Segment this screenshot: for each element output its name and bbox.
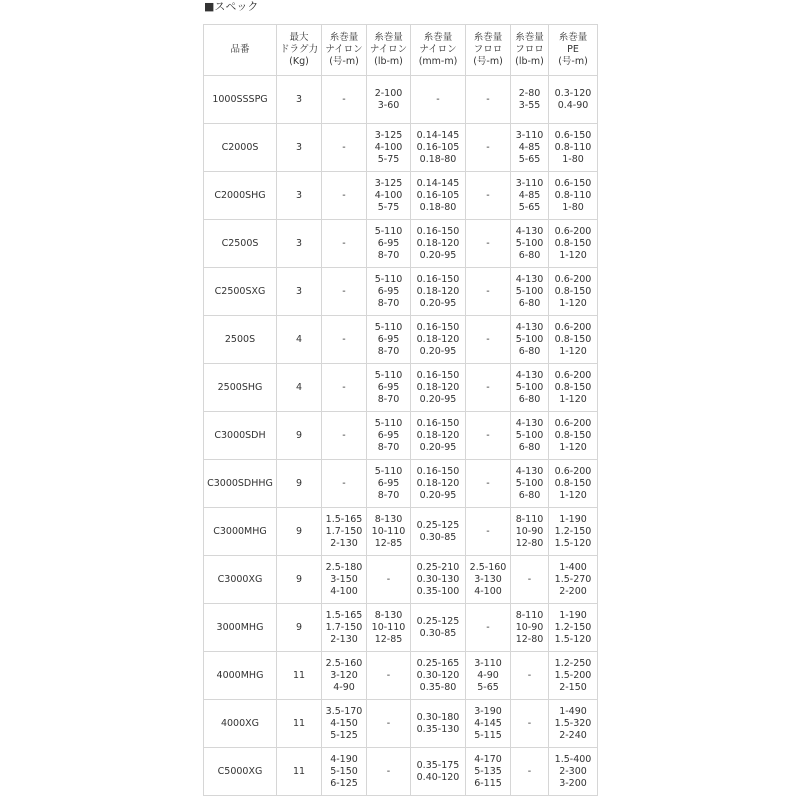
cell-nylon-lb: 5-110 6-95 8-70 xyxy=(367,316,411,364)
cell-fluoro-go: - xyxy=(466,412,511,460)
cell-nylon-lb: 2-100 3-60 xyxy=(367,76,411,124)
cell-nylon-mm: 0.25-125 0.30-85 xyxy=(411,508,466,556)
cell-nylon-go: - xyxy=(322,268,367,316)
cell-fluoro-lb: 4-130 5-100 6-80 xyxy=(511,364,549,412)
cell-nylon-go: 4-190 5-150 6-125 xyxy=(322,748,367,796)
table-row xyxy=(204,220,598,268)
cell-model: C3000SDH xyxy=(204,412,277,460)
cell-pe-go: 1.2-250 1.5-200 2-150 xyxy=(549,652,598,700)
cell-nylon-go: 1.5-165 1.7-150 2-130 xyxy=(322,604,367,652)
cell-model: 1000SSSPG xyxy=(204,76,277,124)
table-row xyxy=(204,124,598,172)
cell-max-drag: 11 xyxy=(277,700,322,748)
cell-max-drag: 3 xyxy=(277,172,322,220)
cell-model: C2500S xyxy=(204,220,277,268)
cell-model: C3000MHG xyxy=(204,508,277,556)
cell-max-drag: 9 xyxy=(277,412,322,460)
cell-fluoro-lb: 8-110 10-90 12-80 xyxy=(511,604,549,652)
cell-fluoro-lb: 4-130 5-100 6-80 xyxy=(511,412,549,460)
table-row xyxy=(204,460,598,508)
cell-nylon-go: - xyxy=(322,316,367,364)
cell-nylon-lb: - xyxy=(367,652,411,700)
table-row xyxy=(204,604,598,652)
cell-model: 2500SHG xyxy=(204,364,277,412)
table-row xyxy=(204,700,598,748)
cell-nylon-lb: 5-110 6-95 8-70 xyxy=(367,268,411,316)
cell-model: 2500S xyxy=(204,316,277,364)
cell-pe-go: 0.6-150 0.8-110 1-80 xyxy=(549,124,598,172)
cell-max-drag: 4 xyxy=(277,364,322,412)
cell-model: C2000SHG xyxy=(204,172,277,220)
cell-pe-go: 0.6-200 0.8-150 1-120 xyxy=(549,364,598,412)
cell-nylon-mm: 0.16-150 0.18-120 0.20-95 xyxy=(411,220,466,268)
table-row xyxy=(204,556,598,604)
cell-pe-go: 0.3-120 0.4-90 xyxy=(549,76,598,124)
header-model: 品番 xyxy=(204,25,277,76)
cell-nylon-lb: - xyxy=(367,700,411,748)
cell-nylon-lb: 5-110 6-95 8-70 xyxy=(367,412,411,460)
cell-fluoro-go: - xyxy=(466,268,511,316)
cell-fluoro-go: - xyxy=(466,364,511,412)
header-max-drag: 最大 ドラグ力 (Kg) xyxy=(277,25,322,76)
cell-pe-go: 1-190 1.2-150 1.5-120 xyxy=(549,604,598,652)
cell-fluoro-lb: - xyxy=(511,748,549,796)
spec-table-body xyxy=(204,76,598,796)
cell-max-drag: 3 xyxy=(277,268,322,316)
header-pe-go: 糸巻量 PE (号-m) xyxy=(549,25,598,76)
cell-nylon-mm: 0.25-165 0.30-120 0.35-80 xyxy=(411,652,466,700)
cell-nylon-go: - xyxy=(322,412,367,460)
table-row xyxy=(204,748,598,796)
cell-fluoro-lb: 4-130 5-100 6-80 xyxy=(511,316,549,364)
cell-nylon-lb: 3-125 4-100 5-75 xyxy=(367,124,411,172)
cell-nylon-lb: - xyxy=(367,748,411,796)
cell-fluoro-lb: 4-130 5-100 6-80 xyxy=(511,220,549,268)
cell-fluoro-go: - xyxy=(466,508,511,556)
cell-pe-go: 0.6-200 0.8-150 1-120 xyxy=(549,412,598,460)
header-fluoro-lb: 糸巻量 フロロ (lb-m) xyxy=(511,25,549,76)
cell-nylon-go: 1.5-165 1.7-150 2-130 xyxy=(322,508,367,556)
cell-fluoro-lb: - xyxy=(511,700,549,748)
cell-nylon-go: - xyxy=(322,124,367,172)
cell-fluoro-lb: - xyxy=(511,556,549,604)
cell-nylon-go: - xyxy=(322,460,367,508)
table-row xyxy=(204,268,598,316)
cell-model: C5000XG xyxy=(204,748,277,796)
header-nylon-mm: 糸巻量 ナイロン (mm-m) xyxy=(411,25,466,76)
header-nylon-go: 糸巻量 ナイロン (号-m) xyxy=(322,25,367,76)
cell-max-drag: 4 xyxy=(277,316,322,364)
table-row xyxy=(204,364,598,412)
cell-fluoro-lb: 2-80 3-55 xyxy=(511,76,549,124)
cell-nylon-mm: 0.14-145 0.16-105 0.18-80 xyxy=(411,172,466,220)
cell-model: C3000SDHHG xyxy=(204,460,277,508)
cell-model: C2500SXG xyxy=(204,268,277,316)
cell-max-drag: 11 xyxy=(277,748,322,796)
cell-nylon-go: 3.5-170 4-150 5-125 xyxy=(322,700,367,748)
cell-nylon-lb: 8-130 10-110 12-85 xyxy=(367,508,411,556)
cell-fluoro-go: - xyxy=(466,316,511,364)
header-fluoro-go: 糸巻量 フロロ (号-m) xyxy=(466,25,511,76)
cell-nylon-mm: 0.35-175 0.40-120 xyxy=(411,748,466,796)
cell-pe-go: 1.5-400 2-300 3-200 xyxy=(549,748,598,796)
cell-nylon-go: - xyxy=(322,76,367,124)
cell-nylon-lb: 5-110 6-95 8-70 xyxy=(367,220,411,268)
cell-fluoro-lb: 3-110 4-85 5-65 xyxy=(511,172,549,220)
cell-fluoro-lb: - xyxy=(511,652,549,700)
cell-nylon-go: - xyxy=(322,364,367,412)
spec-heading: ■スペック xyxy=(204,0,259,13)
cell-fluoro-lb: 4-130 5-100 6-80 xyxy=(511,268,549,316)
cell-nylon-go: - xyxy=(322,220,367,268)
cell-fluoro-go: - xyxy=(466,460,511,508)
cell-max-drag: 3 xyxy=(277,220,322,268)
cell-nylon-lb: 5-110 6-95 8-70 xyxy=(367,364,411,412)
cell-pe-go: 0.6-200 0.8-150 1-120 xyxy=(549,220,598,268)
cell-nylon-lb: 3-125 4-100 5-75 xyxy=(367,172,411,220)
table-row xyxy=(204,412,598,460)
cell-fluoro-go: 3-110 4-90 5-65 xyxy=(466,652,511,700)
cell-pe-go: 1-490 1.5-320 2-240 xyxy=(549,700,598,748)
cell-fluoro-lb: 8-110 10-90 12-80 xyxy=(511,508,549,556)
cell-pe-go: 0.6-200 0.8-150 1-120 xyxy=(549,460,598,508)
cell-model: 4000XG xyxy=(204,700,277,748)
cell-nylon-mm: 0.30-180 0.35-130 xyxy=(411,700,466,748)
cell-fluoro-go: 2.5-160 3-130 4-100 xyxy=(466,556,511,604)
cell-nylon-lb: - xyxy=(367,556,411,604)
cell-max-drag: 9 xyxy=(277,604,322,652)
cell-fluoro-lb: 4-130 5-100 6-80 xyxy=(511,460,549,508)
cell-model: 3000MHG xyxy=(204,604,277,652)
table-row xyxy=(204,316,598,364)
cell-fluoro-go: - xyxy=(466,604,511,652)
cell-max-drag: 9 xyxy=(277,556,322,604)
cell-fluoro-go: - xyxy=(466,124,511,172)
cell-fluoro-go: - xyxy=(466,76,511,124)
cell-fluoro-go: - xyxy=(466,172,511,220)
cell-pe-go: 0.6-200 0.8-150 1-120 xyxy=(549,268,598,316)
cell-fluoro-go: 3-190 4-145 5-115 xyxy=(466,700,511,748)
cell-fluoro-go: - xyxy=(466,220,511,268)
cell-nylon-mm: 0.25-125 0.30-85 xyxy=(411,604,466,652)
cell-nylon-lb: 5-110 6-95 8-70 xyxy=(367,460,411,508)
cell-pe-go: 0.6-150 0.8-110 1-80 xyxy=(549,172,598,220)
cell-pe-go: 1-400 1.5-270 2-200 xyxy=(549,556,598,604)
cell-nylon-go: 2.5-160 3-120 4-90 xyxy=(322,652,367,700)
cell-nylon-mm: 0.16-150 0.18-120 0.20-95 xyxy=(411,364,466,412)
spec-table xyxy=(203,24,598,796)
table-row xyxy=(204,508,598,556)
cell-model: C2000S xyxy=(204,124,277,172)
cell-fluoro-go: 4-170 5-135 6-115 xyxy=(466,748,511,796)
cell-nylon-mm: 0.16-150 0.18-120 0.20-95 xyxy=(411,316,466,364)
header-row xyxy=(204,25,598,76)
table-row xyxy=(204,652,598,700)
cell-fluoro-lb: 3-110 4-85 5-65 xyxy=(511,124,549,172)
cell-nylon-mm: 0.14-145 0.16-105 0.18-80 xyxy=(411,124,466,172)
cell-nylon-lb: 8-130 10-110 12-85 xyxy=(367,604,411,652)
cell-nylon-mm: 0.25-210 0.30-130 0.35-100 xyxy=(411,556,466,604)
table-row xyxy=(204,172,598,220)
cell-nylon-mm: 0.16-150 0.18-120 0.20-95 xyxy=(411,412,466,460)
cell-pe-go: 0.6-200 0.8-150 1-120 xyxy=(549,316,598,364)
cell-model: 4000MHG xyxy=(204,652,277,700)
header-nylon-lb: 糸巻量 ナイロン (lb-m) xyxy=(367,25,411,76)
cell-nylon-mm: 0.16-150 0.18-120 0.20-95 xyxy=(411,268,466,316)
cell-max-drag: 9 xyxy=(277,508,322,556)
cell-nylon-mm: 0.16-150 0.18-120 0.20-95 xyxy=(411,460,466,508)
cell-pe-go: 1-190 1.2-150 1.5-120 xyxy=(549,508,598,556)
cell-model: C3000XG xyxy=(204,556,277,604)
cell-max-drag: 3 xyxy=(277,124,322,172)
cell-max-drag: 11 xyxy=(277,652,322,700)
table-row xyxy=(204,76,598,124)
cell-nylon-go: - xyxy=(322,172,367,220)
cell-nylon-mm: - xyxy=(411,76,466,124)
cell-nylon-go: 2.5-180 3-150 4-100 xyxy=(322,556,367,604)
cell-max-drag: 3 xyxy=(277,76,322,124)
cell-max-drag: 9 xyxy=(277,460,322,508)
